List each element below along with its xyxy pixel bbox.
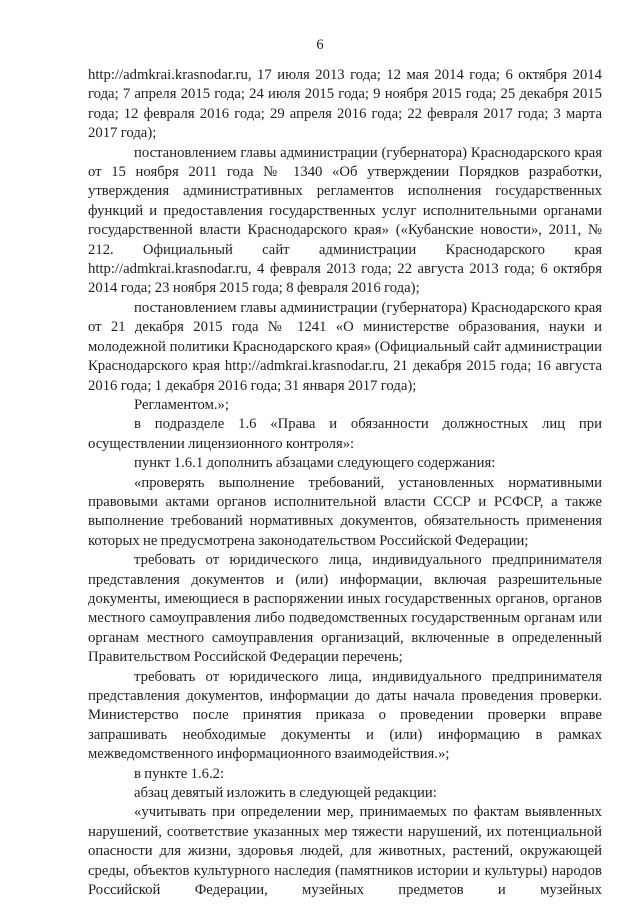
paragraph-sources-continued: http://admkrai.krasnodar.ru, 17 июля 2013 года; 12 мая 2014 года; 6 октября 2014 года; 7 апреля 2015 года; 24 июля 2015 года; 9 ноября 2015 года; 25 декабря 2015 года; 12 февраля 2016 года; 29 апреля 2016 года; 22 февраля 2017 года; 3 марта 2017 года); xyxy=(88,67,602,142)
paragraph-item-1-6-1: пункт 1.6.1 дополнить абзацами следующего содержания: xyxy=(134,455,496,472)
document-body xyxy=(88,66,602,900)
paragraph-require-before-check: требовать от юридического лица, индивидуального предпринимателя представления документов, информации до даты начала проведения проверки. Министерство после принятия приказа о проведении проверки вправе запрашивать необходимые документы и (или) информацию в рамках межведомственного информационного взаимодействия.»; xyxy=(88,668,602,763)
paragraph-ninth-abzac: абзац девятый изложить в следующей редакции: xyxy=(134,785,437,802)
paragraph-subsection-1-6: в подразделе 1.6 «Права и обязанности должностных лиц при осуществлении лицензионного контроля»: xyxy=(88,416,602,452)
paragraph-item-1-6-2: в пункте 1.6.2: xyxy=(134,765,225,782)
paragraph-measures: «учитывать при определении мер, принимаемых по фактам выявленных нарушений, соответствие указанных мер тяжести нарушений, их потенциальной опасности для жизни, здоровья людей, для животных, растений, окружающей среды, объектов культурного наследия (памятников истории и культуры) народов Российской Федерации, музейных предметов и музейных xyxy=(88,804,602,899)
paragraph-resolution-1241: постановлением главы администрации (губернатора) Краснодарского края от 21 декабря 2015 года № 1241 «О министерстве образования, науки и молодежной политики Краснодарского края» (Официальный сайт администрации Краснодарского края http://admkrai.krasnodar.ru, 21 декабря 2015 года; 16 августа 2016 года; 1 декабря 2016 года; 31 января 2017 года); xyxy=(88,299,602,394)
paragraph-reglament: Регламентом.»; xyxy=(134,396,229,413)
page-number: 6 xyxy=(316,37,324,53)
paragraph-resolution-1340: постановлением главы администрации (губернатора) Краснодарского края от 15 ноября 2011 года № 1340 «Об утверждении Порядков разработки, утверждения административных регламентов исполнения государственных функций и предоставления государственных услуг исполнительными органами государственной власти Краснодарского края» («Кубанские новости», 2011, № 212. Официальный сайт администрации Краснодарского края http://admkrai.krasnodar.ru, 4 февраля 2013 года; 22 августа 2013 года; 6 октября 2014 года; 23 ноября 2015 года; 8 февраля 2016 года); xyxy=(88,144,602,297)
paragraph-require-documents: требовать от юридического лица, индивидуального предпринимателя представления документов и (или) информации, включая разрешительные документы, имеющиеся в распоряжении иных государственных органов, органов местного самоуправления либо подведомственных государственным органам или органам местного самоуправления организаций, включенные в определенный Правительством Российской Федерации перечень; xyxy=(88,552,602,666)
paragraph-check-requirements: «проверять выполнение требований, установленных нормативными правовыми актами органов исполнительной власти СССР и РСФСР, а также выполнение требований нормативных документов, обязательность применения которых не предусмотрена законодательством Российской Федерации; xyxy=(88,474,602,549)
